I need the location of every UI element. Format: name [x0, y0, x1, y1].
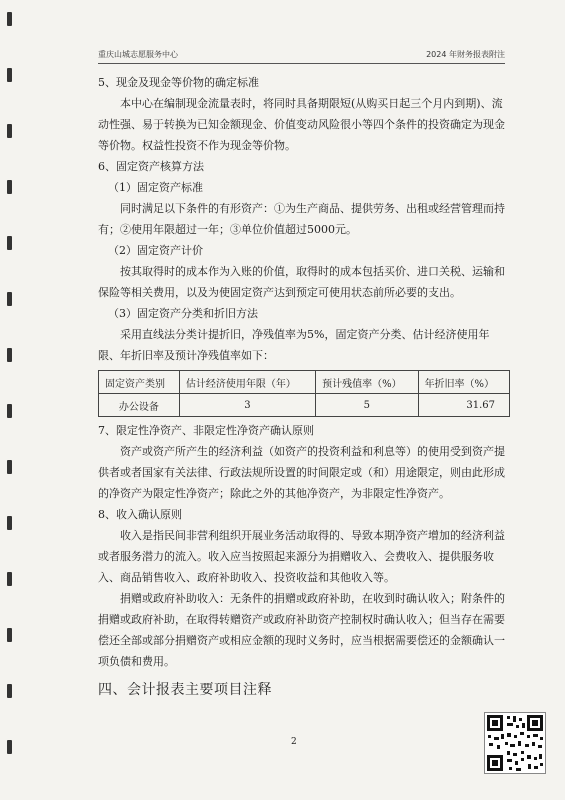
binding-mark — [7, 12, 12, 26]
binding-holes — [0, 0, 18, 800]
binding-mark — [7, 740, 12, 754]
section-6-3-body: 采用直线法分类计提折旧，净残值率为5%，固定资产分类、估计经济使用年限、年折旧率及预计净残值率如下： — [98, 328, 490, 362]
section-8-title: 8、收入确认原则 — [98, 508, 182, 521]
table-cell: 3 — [179, 394, 315, 417]
header-doc-title: 2024 年财务报表附注 — [426, 50, 505, 59]
fixed-asset-table — [98, 370, 510, 417]
table-header-cell: 预计残值率（%） — [316, 371, 418, 394]
section-6-2-title: （2）固定资产计价 — [108, 244, 203, 257]
section-6-3-title: （3）固定资产分类和折旧方法 — [108, 307, 258, 320]
table-header-cell: 估计经济使用年限（年） — [179, 371, 315, 394]
table-cell: 31.67 — [418, 394, 509, 417]
section-7-title: 7、限定性净资产、非限定性净资产确认原则 — [98, 424, 314, 437]
page-content — [98, 72, 510, 701]
section-6-title: 6、固定资产核算方法 — [98, 160, 204, 173]
binding-mark — [7, 684, 12, 698]
binding-mark — [7, 348, 12, 362]
table-cell: 5 — [316, 394, 418, 417]
section-7-body: 资产或资产所产生的经济利益（如资产的投资利益和利息等）的使用受到资产提供者或者国家有关法律、行政法规所设置的时间限定或（和）用途限定，则由此形成的净资产为限定性净资产；除此之外的其他净资产，为非限定性净资产。 — [98, 445, 505, 500]
running-header — [98, 47, 505, 64]
table-header-row — [99, 371, 510, 394]
section-8-body-2: 捐赠或政府补助收入：无条件的捐赠或政府补助，在收到时确认收入；附条件的捐赠或政府补助，在取得转赠资产或政府补助资产控制权时确认收入；但当存在需要偿还全部或部分捐赠资产或相应金额的现时义务时，应当根据需要偿还的金额确认一项负债和费用。 — [98, 592, 505, 668]
binding-mark — [7, 292, 12, 306]
binding-mark — [7, 516, 12, 530]
binding-mark — [7, 460, 12, 474]
section-6-1-title: （1）固定资产标准 — [108, 181, 203, 194]
binding-mark — [7, 124, 12, 138]
table-cell: 办公设备 — [99, 394, 180, 417]
section-5-body: 本中心在编制现金流量表时，将同时具备期限短(从购买日起三个月内到期)、流动性强、易于转换为已知金额现金、价值变动风险很小等四个条件的投资确定为现金等价物。权益性投资不作为现金等价物。 — [98, 97, 505, 152]
qr-code-icon — [484, 712, 546, 774]
section-6-1-body: 同时满足以下条件的有形资产：①为生产商品、提供劳务、出租或经营管理而持有；②使用年限超过一年；③单位价值超过5000元。 — [98, 202, 505, 236]
section-6-2-body: 按其取得时的成本作为入账的价值，取得时的成本包括买价、进口关税、运输和保险等相关费用，以及为使固定资产达到预定可使用状态前所必要的支出。 — [98, 265, 505, 299]
binding-mark — [7, 68, 12, 82]
header-org: 重庆山城志愿服务中心 — [98, 50, 178, 59]
table-header-cell: 固定资产类别 — [99, 371, 180, 394]
binding-mark — [7, 236, 12, 250]
table-row — [99, 394, 510, 417]
section-4-heading: 四、会计报表主要项目注释 — [98, 682, 272, 698]
section-8-body-1: 收入是指民间非营利组织开展业务活动取得的、导致本期净资产增加的经济利益或者服务潜力的流入。收入应当按照起来源分为捐赠收入、会费收入、提供服务收入、商品销售收入、政府补助收入、投资收益和其他收入等。 — [98, 529, 505, 584]
page-number: 2 — [291, 737, 297, 747]
section-5-title: 5、现金及现金等价物的确定标准 — [98, 76, 259, 89]
binding-mark — [7, 180, 12, 194]
binding-mark — [7, 628, 12, 642]
binding-mark — [7, 404, 12, 418]
qr-code-graphic — [485, 713, 545, 773]
table-header-cell: 年折旧率（%） — [418, 371, 509, 394]
binding-mark — [7, 572, 12, 586]
